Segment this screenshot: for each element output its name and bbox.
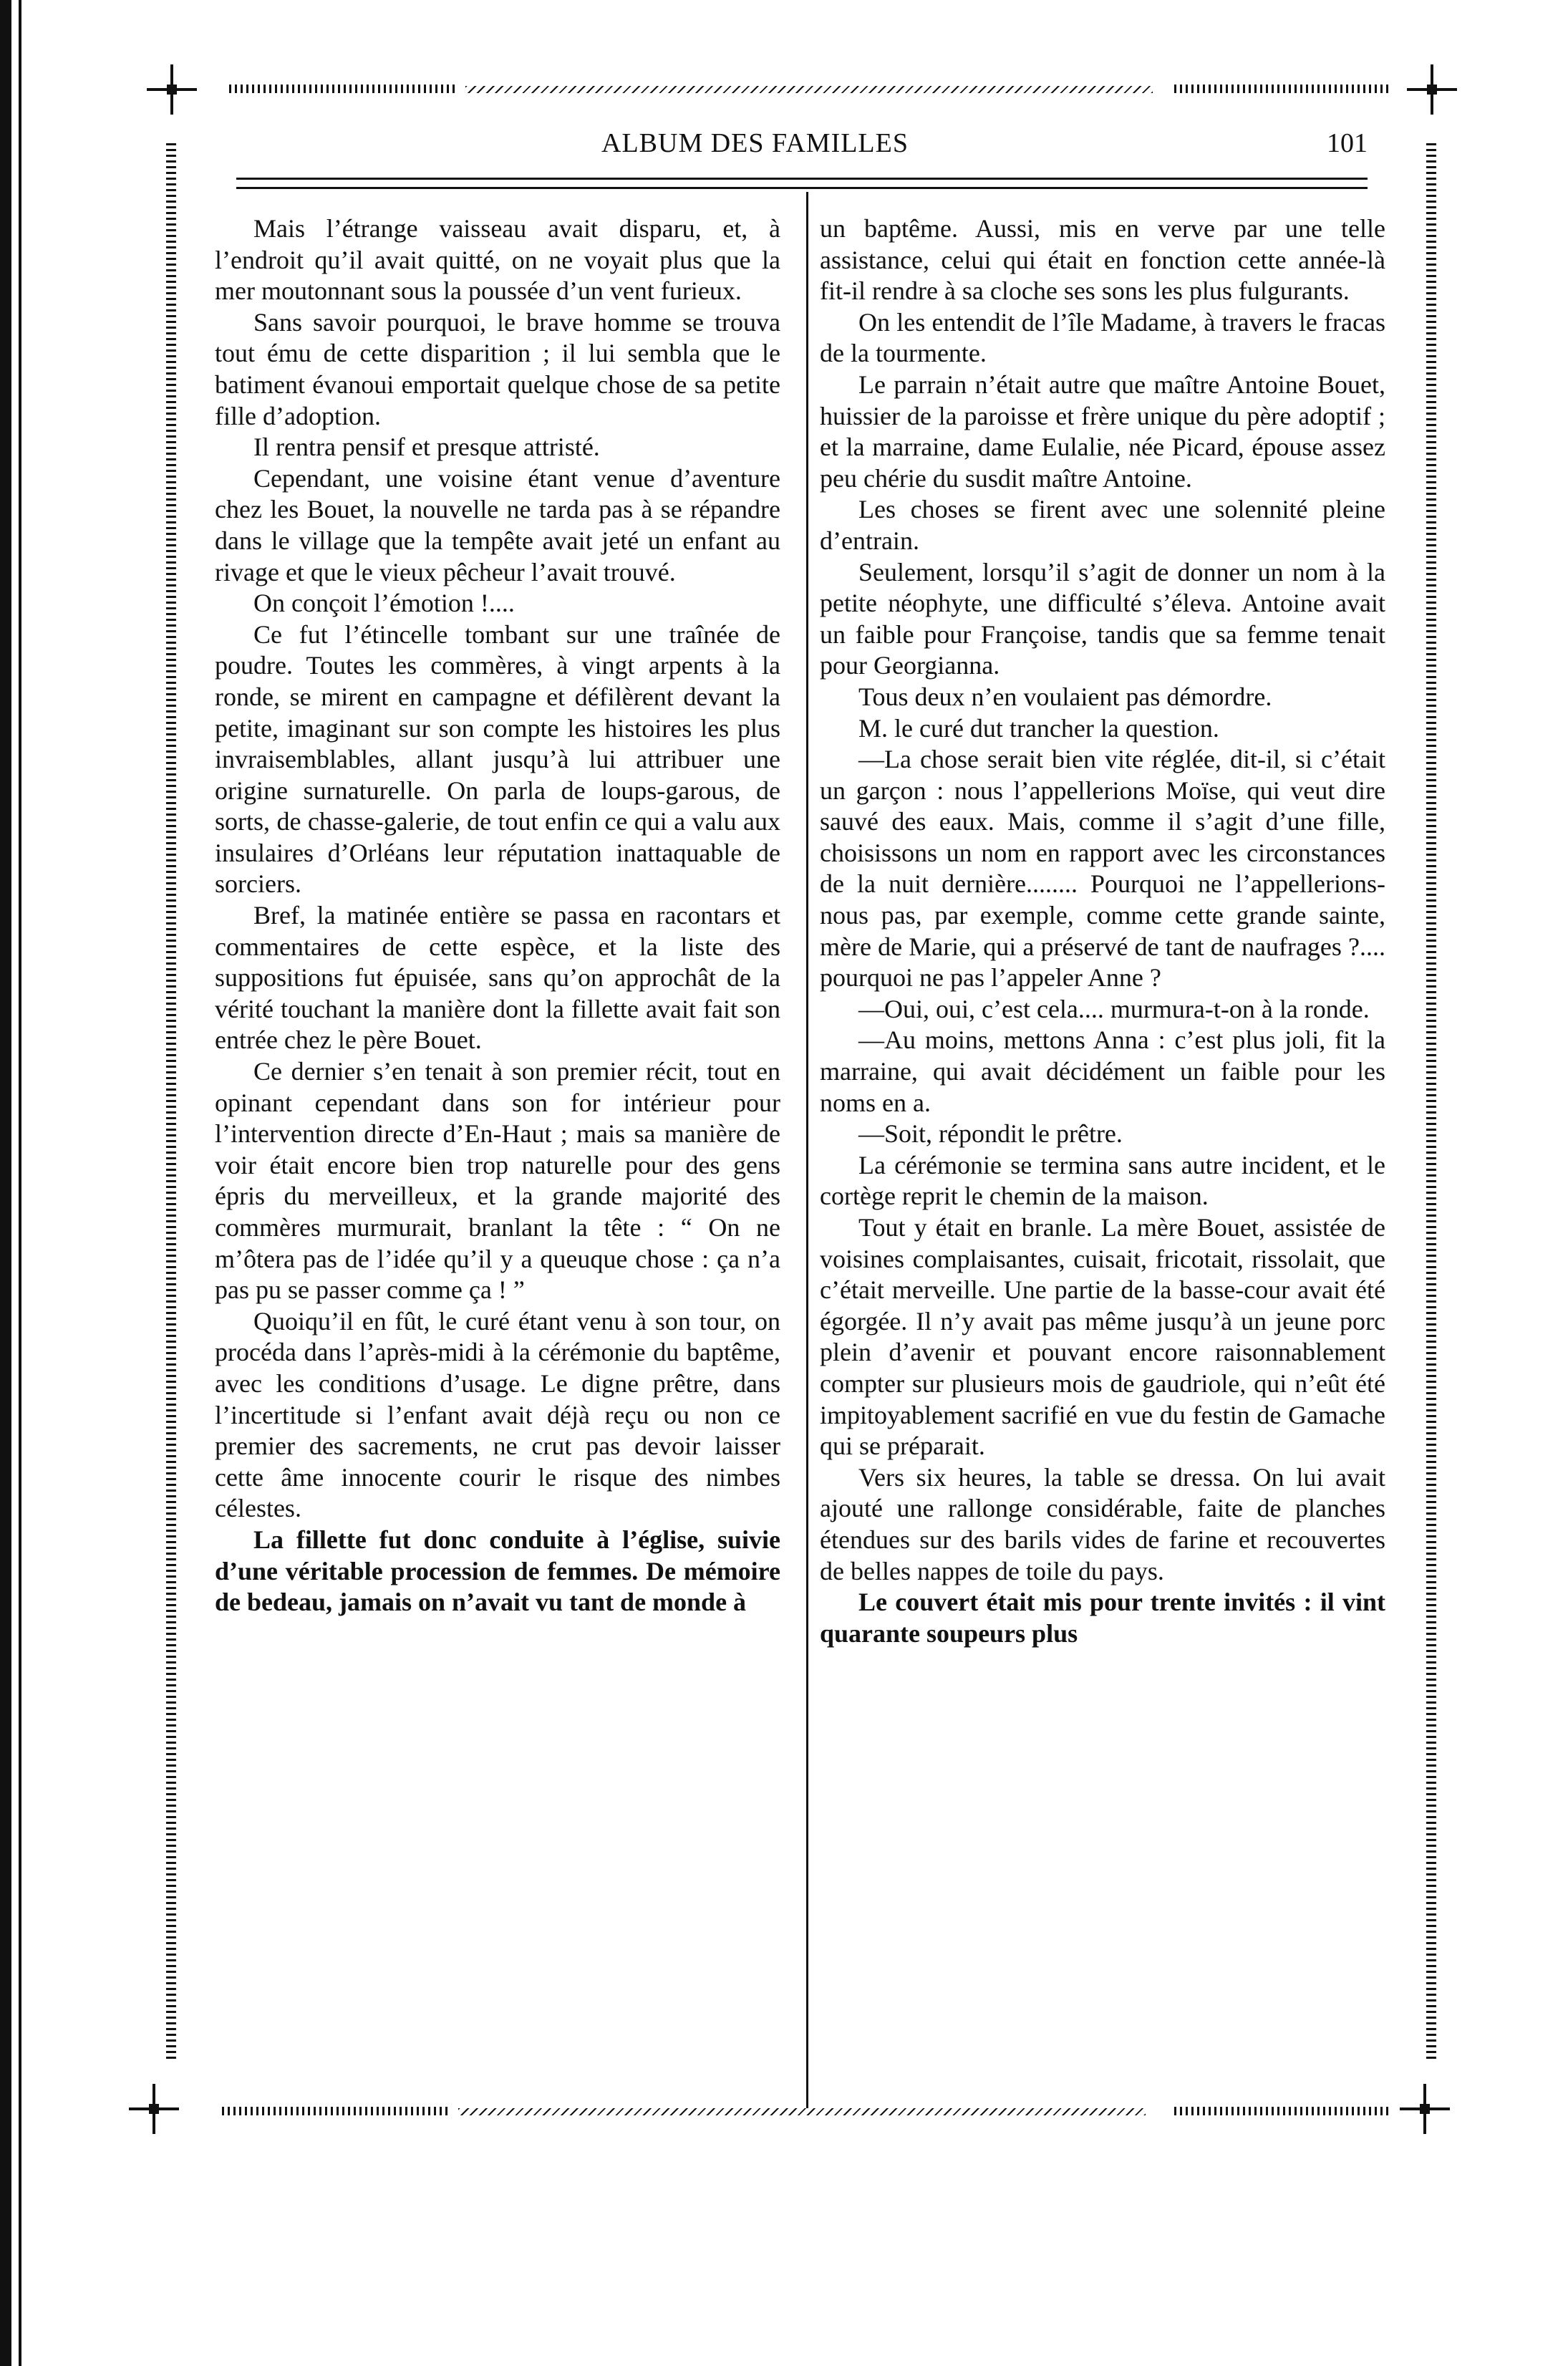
left-border-ornament: [166, 143, 176, 2062]
right-border-ornament: [1426, 143, 1436, 2062]
paragraph: Cependant, une voisine étant venue d’aventure chez les Bouet, la nouvelle ne tarda pas à se répandre dans le village que la tempête avait jeté un enfant au rivage et que le vieux pêcheur l’avait trouvé.: [215, 463, 780, 586]
paragraph: M. le curé dut trancher la question.: [858, 713, 1219, 743]
paragraph: Le couvert était mis pour trente invités : il vint quarante soupeurs plus: [820, 1588, 1385, 1648]
paragraph: La fillette fut donc conduite à l’église, suivie d’une véritable procession de femmes. De mémoire de bedeau, jamais on n’avait vu tant de monde à: [215, 1525, 780, 1617]
left-column: [215, 213, 780, 1618]
paragraph: Ce dernier s’en tenait à son premier récit, tout en opinant cependant dans son for intérieur pour l’intervention directe d’En-Haut ; mais sa manière de voir était encore bien trop naturelle pour des gens épris du merveilleux, et la grande majorité des commères murmurait, branlant la tête : “ On ne m’ôtera pas de l’idée qu’il y a queuque chose : ça n’a pas pu se passer comme ça ! ”: [215, 1057, 780, 1305]
paragraph: —Au moins, mettons Anna : c’est plus joli, fit la marraine, qui avait décidément un faible pour les noms en a.: [820, 1025, 1385, 1117]
right-column: [820, 213, 1385, 1649]
corner-ornament-bottom-left: [129, 2084, 179, 2134]
paragraph: Vers six heures, la table se dressa. On lui avait ajouté une rallonge considérable, faite de planches étendues sur des barils vides de farine et recouvertes de belles nappes de toile du pays.: [820, 1462, 1385, 1585]
paragraph: un baptême. Aussi, mis en verve par une telle assistance, celui qui était en fonction cette année-là fit-il rendre à sa cloche ses sons les plus fulgurants.: [820, 214, 1385, 306]
bottom-border-wave: [458, 2108, 1146, 2115]
bottom-border-ornament-left: [222, 2107, 451, 2115]
top-border-wave: [465, 86, 1153, 93]
paragraph: Il rentra pensif et presque attristé.: [253, 433, 600, 462]
bottom-border-ornament-right: [1174, 2107, 1389, 2115]
paragraph: Le parrain n’était autre que maître Antoine Bouet, huissier de la paroisse et frère unique du père adoptif ; et la marraine, dame Eulalie, née Picard, épouse assez peu chérie du susdit maître Antoine.: [820, 370, 1385, 493]
header-rule: [236, 178, 1368, 189]
running-title: ALBUM DES FAMILLES: [601, 128, 909, 158]
paragraph: Ce fut l’étincelle tombant sur une traînée de poudre. Toutes les commères, à vingt arpents à la ronde, se mirent en campagne et défilèrent devant la petite, imaginant sur son compte les histoires les plus invraisemblables, allant jusqu’à lui attribuer une origine surnaturelle. On parla de loups-garous, de sorts, de chasse-galerie, de tout enfin ce qui a valu aux insulaires d’Orléans leur réputation inattaquable de sorciers.: [215, 619, 780, 899]
paragraph: Bref, la matinée entière se passa en racontars et commentaires de cette espèce, et la liste des suppositions fut épuisée, sans qu’on approchât de la vérité touchant la manière dont la fillette avait fait son entrée chez le père Bouet.: [215, 901, 780, 1055]
paragraph: Quoiqu’il en fût, le curé étant venu à son tour, on procéda dans l’après-midi à la cérémonie du baptême, avec les conditions d’usage. Le digne prêtre, dans l’incertitude si l’enfant avait déjà reçu ou non ce premier des sacrements, ne crut pas devoir laisser cette âme innocente courir le risque des nimbes célestes.: [215, 1306, 780, 1523]
paragraph: On les entendit de l’île Madame, à travers le fracas de la tourmente.: [820, 307, 1385, 368]
paragraph: On conçoit l’émotion !....: [253, 589, 515, 618]
corner-ornament-top-right: [1407, 64, 1457, 115]
top-border-ornament-right: [1174, 84, 1389, 93]
top-border-ornament-left: [229, 84, 458, 93]
corner-ornament-bottom-right: [1400, 2084, 1450, 2134]
corner-ornament-top-left: [147, 64, 197, 115]
binding-line: [19, 0, 21, 2366]
paragraph: Tout y était en branle. La mère Bouet, assistée de voisines complaisantes, cuisait, fricotait, rissolait, que c’était merveille. Une partie de la basse-cour avait été égorgée. Il n’y avait pas même jusqu’à un jeune porc plein d’avenir et pouvant encore raisonnablement compter sur plusieurs mois de gaudriole, qui n’eût été impitoyablement sacrifié en vue du festin de Gamache qui se préparait.: [820, 1213, 1385, 1461]
paragraph: —Soit, répondit le prêtre.: [858, 1119, 1123, 1149]
page-header: [236, 127, 1368, 178]
paragraph: Sans savoir pourquoi, le brave homme se trouva tout ému de cette disparition ; il lui sembla que le batiment évanoui emportait quelque chose de sa petite fille d’adoption.: [215, 307, 780, 430]
paragraph: —La chose serait bien vite réglée, dit-il, si c’était un garçon : nous l’appellerions Moïse, qui veut dire sauvé des eaux. Mais, comme il s’agit d’une fille, choisissons un nom en rapport avec les circonstances de la nuit dernière........ Pourquoi ne l’appellerions-nous pas, par exemple, comme cette grande sainte, mère de Marie, qui a préservé de tant de naufrages ?.... pourquoi ne pas l’appeler Anne ?: [820, 745, 1385, 993]
paragraph: Seulement, lorsqu’il s’agit de donner un nom à la petite néophyte, une difficulté s’éleva. Antoine avait un faible pour Françoise, tandis que sa femme tenait pour Georgianna.: [820, 557, 1385, 680]
paragraph: Les choses se firent avec une solennité pleine d’entrain.: [820, 495, 1385, 555]
paragraph: La cérémonie se termina sans autre incident, et le cortège reprit le chemin de la maison.: [820, 1150, 1385, 1211]
paragraph: Mais l’étrange vaisseau avait disparu, et, à l’endroit qu’il avait quitté, on ne voyait plus que la mer moutonnant sous la poussée d’un vent furieux.: [215, 214, 780, 306]
page-number: 101: [1327, 128, 1368, 158]
binding-edge: [0, 0, 11, 2366]
column-divider: [806, 192, 808, 2108]
paragraph: Tous deux n’en voulaient pas démordre.: [858, 682, 1272, 711]
paragraph: —Oui, oui, c’est cela.... murmura-t-on à la ronde.: [858, 994, 1370, 1023]
